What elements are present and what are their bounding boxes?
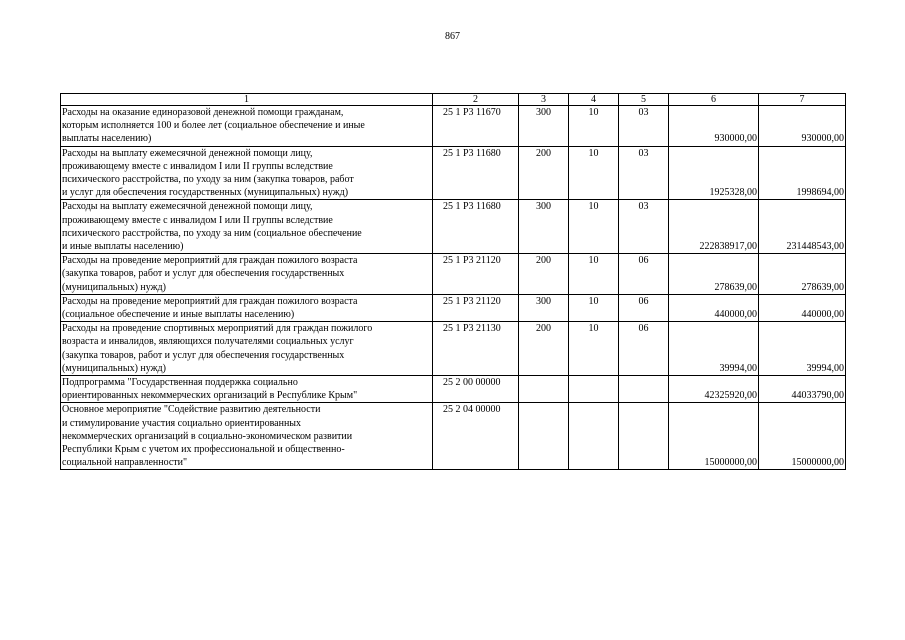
expense-name-cell — [61, 294, 433, 321]
subsection-cell: 03 — [619, 106, 669, 147]
amount-year1-cell: 222838917,00 — [669, 200, 759, 254]
table-row — [61, 146, 846, 200]
expense-type-cell — [519, 376, 569, 403]
expense-name-line: (закупка товаров, работ и услуг для обеспечения государственных — [62, 268, 345, 280]
expense-name-line: и услуг для обеспечения государственных (муниципальных) нужд) — [62, 187, 349, 199]
expense-name-line: (муниципальных) нужд) — [62, 281, 166, 293]
expense-name-line: Республики Крым с учетом их профессиональной и общественно- — [62, 444, 345, 456]
expense-type-cell: 300 — [519, 106, 569, 147]
expense-name-cell — [61, 254, 433, 295]
amount-year2-cell: 44033790,00 — [759, 376, 846, 403]
header-cell: 1 — [61, 94, 433, 106]
amount-year2-cell: 930000,00 — [759, 106, 846, 147]
amount-year1-cell: 1925328,00 — [669, 146, 759, 200]
subsection-cell — [619, 376, 669, 403]
amount-year1-cell: 278639,00 — [669, 254, 759, 295]
expense-name-line: и иные выплаты населению) — [62, 241, 184, 253]
amount-year2-cell: 15000000,00 — [759, 403, 846, 470]
section-cell — [569, 376, 619, 403]
header-cell: 2 — [433, 94, 519, 106]
subsection-cell: 06 — [619, 322, 669, 376]
expense-name-line: (муниципальных) нужд) — [62, 362, 166, 374]
budget-code-cell: 25 2 04 00000 — [433, 403, 519, 470]
expense-name-line: Расходы на проведение мероприятий для граждан пожилого возраста — [62, 295, 358, 307]
budget-code-cell: 25 1 Р3 11680 — [433, 146, 519, 200]
header-cell: 6 — [669, 94, 759, 106]
expense-name-line: психического расстройства, по уходу за ним (закупка товаров, работ — [62, 174, 354, 186]
table-row — [61, 322, 846, 376]
expense-name-cell — [61, 376, 433, 403]
amount-year2-cell: 278639,00 — [759, 254, 846, 295]
subsection-cell: 03 — [619, 200, 669, 254]
subsection-cell: 06 — [619, 254, 669, 295]
budget-code-cell: 25 2 00 00000 — [433, 376, 519, 403]
header-cell: 5 — [619, 94, 669, 106]
table-row — [61, 376, 846, 403]
section-cell: 10 — [569, 106, 619, 147]
section-cell: 10 — [569, 294, 619, 321]
subsection-cell: 06 — [619, 294, 669, 321]
section-cell: 10 — [569, 322, 619, 376]
expense-name-line: которым исполняется 100 и более лет (социальное обеспечение и иные — [62, 120, 365, 132]
budget-code-cell: 25 1 Р3 21120 — [433, 294, 519, 321]
expense-name-cell — [61, 106, 433, 147]
expense-name-line: социальной направленности" — [62, 457, 188, 469]
expense-type-cell: 300 — [519, 200, 569, 254]
header-cell: 3 — [519, 94, 569, 106]
expense-type-cell: 300 — [519, 294, 569, 321]
expense-name-cell — [61, 200, 433, 254]
expense-name-line: Расходы на оказание единоразовой денежной помощи гражданам, — [62, 107, 344, 118]
expense-name-cell — [61, 146, 433, 200]
table-header-row — [61, 94, 846, 106]
amount-year2-cell: 39994,00 — [759, 322, 846, 376]
expense-name-line: проживающему вместе с инвалидом I или II группы вследствие — [62, 160, 333, 172]
expense-name-line: Расходы на выплату ежемесячной денежной помощи лицу, — [62, 201, 313, 213]
subsection-cell: 03 — [619, 146, 669, 200]
expense-name-line: Расходы на проведение мероприятий для граждан пожилого возраста — [62, 255, 358, 267]
budget-code-cell: 25 1 Р3 21120 — [433, 254, 519, 295]
expense-name-line: возраста и инвалидов, являющихся получателями социальных услуг — [62, 336, 354, 348]
expense-name-line: ориентированных некоммерческих организаций в Республике Крым" — [62, 390, 358, 402]
budget-code-cell: 25 1 Р3 11680 — [433, 200, 519, 254]
section-cell: 10 — [569, 254, 619, 295]
budget-code-cell: 25 1 Р3 11670 — [433, 106, 519, 147]
section-cell — [569, 403, 619, 470]
amount-year2-cell: 440000,00 — [759, 294, 846, 321]
budget-code-cell: 25 1 Р3 21130 — [433, 322, 519, 376]
expense-type-cell: 200 — [519, 146, 569, 200]
subsection-cell — [619, 403, 669, 470]
header-cell: 4 — [569, 94, 619, 106]
budget-table — [60, 93, 846, 470]
expense-name-line: Подпрограмма "Государственная поддержка социально — [62, 377, 298, 389]
expense-name-line: выплаты населению) — [62, 133, 152, 145]
section-cell: 10 — [569, 146, 619, 200]
header-cell: 7 — [759, 94, 846, 106]
expense-name-line: (закупка товаров, работ и услуг для обеспечения государственных — [62, 349, 345, 361]
table-row — [61, 200, 846, 254]
expense-name-line: Расходы на выплату ежемесячной денежной помощи лицу, — [62, 147, 313, 159]
amount-year2-cell: 1998694,00 — [759, 146, 846, 200]
table-row — [61, 294, 846, 321]
expense-name-cell — [61, 403, 433, 470]
expense-name-line: некоммерческих организаций в социально-экономическом развитии — [62, 430, 353, 442]
expense-name-line: проживающему вместе с инвалидом I или II группы вследствие — [62, 214, 333, 226]
expense-name-cell — [61, 322, 433, 376]
amount-year1-cell: 42325920,00 — [669, 376, 759, 403]
expense-type-cell: 200 — [519, 322, 569, 376]
table-row — [61, 106, 846, 147]
table-row — [61, 403, 846, 470]
expense-type-cell: 200 — [519, 254, 569, 295]
amount-year1-cell: 930000,00 — [669, 106, 759, 147]
amount-year1-cell: 440000,00 — [669, 294, 759, 321]
amount-year1-cell: 39994,00 — [669, 322, 759, 376]
amount-year1-cell: 15000000,00 — [669, 403, 759, 470]
section-cell: 10 — [569, 200, 619, 254]
expense-name-line: (социальное обеспечение и иные выплаты населению) — [62, 309, 295, 321]
expense-name-line: психического расстройства, по уходу за ним (социальное обеспечение — [62, 227, 362, 239]
expense-type-cell — [519, 403, 569, 470]
table-row — [61, 254, 846, 295]
amount-year2-cell: 231448543,00 — [759, 200, 846, 254]
expense-name-line: Расходы на проведение спортивных мероприятий для граждан пожилого — [62, 323, 373, 335]
expense-name-line: и стимулирование участия социально ориентированных — [62, 417, 302, 429]
expense-name-line: Основное мероприятие "Содействие развитию деятельности — [62, 404, 321, 416]
page-number: 867 — [445, 31, 460, 42]
